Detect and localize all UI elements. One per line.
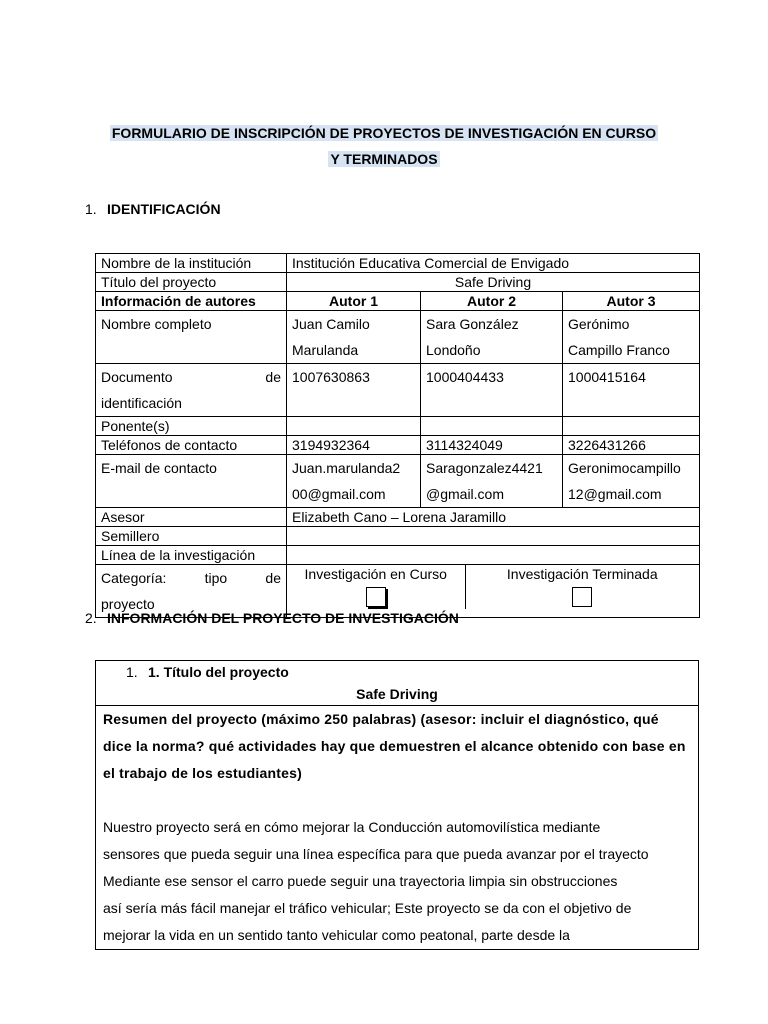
title-line-2: Y TERMINADOS [330,151,438,167]
linea-label: Línea de la investigación [96,546,287,565]
cell-line [101,364,281,390]
ponente-autor-2 [421,417,563,436]
subheading-label: 1. Título del proyecto [148,664,289,680]
titulo-value: Safe Driving [287,273,700,292]
section-number: 1. [85,201,97,217]
project-title-header [96,661,698,706]
documento-label [96,364,287,417]
table-row [96,546,700,565]
resumen-paragraph [103,814,691,949]
cell-line: proyecto [101,596,155,612]
table-row [96,311,700,364]
asesor-value: Elizabeth Cano – Lorena Jaramillo [287,508,700,527]
semillero-label: Semillero [96,527,287,546]
cell-line: Juan.marulanda2 [292,460,401,476]
section-informacion-heading [85,610,459,626]
institucion-label: Nombre de la institución [96,254,287,273]
table-row [96,292,700,311]
cell-line: @gmail.com [426,486,505,502]
resumen-line: así sería más fácil manejar el tráfico vehicular; Este proyecto se da con el objetivo de [103,900,632,916]
section-identificacion-heading [85,201,221,217]
cell-line: Geronimocampillo [568,460,681,476]
label-word: tipo [204,570,228,586]
table-row [96,508,700,527]
nombre-label: Nombre completo [96,311,287,364]
autor-3-header: Autor 3 [563,292,700,311]
email-autor-2 [421,455,563,508]
email-autor-3 [563,455,700,508]
ponente-label: Ponente(s) [96,417,287,436]
project-title: Safe Driving [356,686,438,702]
option-curso-label: Investigación en Curso [304,566,447,582]
resumen-line: Mediante ese sensor el carro puede seguir una trayectoria limpia sin obstrucciones [103,873,618,889]
semillero-value [287,527,700,546]
option-curso [287,565,465,609]
form-title [0,120,768,172]
cell-line: Campillo Franco [568,342,670,358]
telefono-autor-2: 3114324049 [421,436,563,455]
label-word: de [265,369,281,385]
cell-line: Saragonzalez4421 [426,460,543,476]
subheading [96,661,698,683]
title-line-1: FORMULARIO DE INSCRIPCIÓN DE PROYECTOS DE INVESTIGACIÓN EN CURSO [111,125,657,141]
table-row [96,417,700,436]
identification-table [95,253,700,618]
cell-line: identificación [101,395,182,411]
checkbox-en-curso[interactable] [366,587,386,607]
checkbox-wrap [291,587,461,607]
project-box [95,660,699,950]
checkbox-terminada[interactable] [572,587,592,607]
email-autor-1 [287,455,421,508]
section-number: 2. [85,610,97,626]
ponente-autor-3 [563,417,700,436]
table-row [96,364,700,417]
table-row [96,455,700,508]
cell-line: Sara González [426,316,519,332]
resumen-line: Nuestro proyecto será en cómo mejorar la Conducción automovilística mediante [103,819,601,835]
cell-line: Londoño [426,342,481,358]
project-body [96,706,698,949]
table-row [96,436,700,455]
institucion-value: Institución Educativa Comercial de Envigado [287,254,700,273]
table-row [96,273,700,292]
option-terminada [465,565,699,609]
documento-autor-2: 1000404433 [421,364,563,417]
checkbox-wrap [470,587,696,607]
table-row [96,527,700,546]
autor-1-header: Autor 1 [287,292,421,311]
resumen-line: mejorar la vida en un sentido tanto vehicular como peatonal, parte desde la [103,927,570,943]
cell-line: Marulanda [292,342,359,358]
table-row [96,254,700,273]
nombre-autor-3 [563,311,700,364]
nombre-autor-1 [287,311,421,364]
label-word: Documento [101,369,173,385]
resumen-line: sensores que pueda seguir una línea específica para que pueda avanzar por el trayecto [103,846,649,862]
email-label: E-mail de contacto [96,455,287,508]
telefono-autor-1: 3194932364 [287,436,421,455]
autores-label: Información de autores [96,292,287,311]
section-label: IDENTIFICACIÓN [107,201,221,217]
cell-line [101,565,281,591]
telefonos-label: Teléfonos de contacto [96,436,287,455]
section-label: INFORMACIÓN DEL PROYECTO DE INVESTIGACIÓN [107,610,459,626]
cell-line: 12@gmail.com [568,486,662,502]
titulo-label: Título del proyecto [96,273,287,292]
ponente-autor-1 [287,417,421,436]
documento-autor-3: 1000415164 [563,364,700,417]
documento-autor-1: 1007630863 [287,364,421,417]
cell-line: 00@gmail.com [292,486,386,502]
categoria-inner-table [287,565,699,609]
asesor-label: Asesor [96,508,287,527]
option-terminada-label: Investigación Terminada [506,566,658,582]
nombre-autor-2 [421,311,563,364]
resumen-heading: Resumen del proyecto (máximo 250 palabras) (asesor: incluir el diagnóstico, qué dice la norma? qué actividades hay que demuestren el alcance obtenido con base en el trabajo de los estudiantes) [103,711,686,781]
cell-line: Juan Camilo [292,316,370,332]
cell-line: Gerónimo [568,316,630,332]
label-word: de [265,570,281,586]
subheading-number: 1. [126,664,138,680]
label-word: Categoría: [101,570,167,586]
linea-value [287,546,700,565]
autor-2-header: Autor 2 [421,292,563,311]
telefono-autor-3: 3226431266 [563,436,700,455]
